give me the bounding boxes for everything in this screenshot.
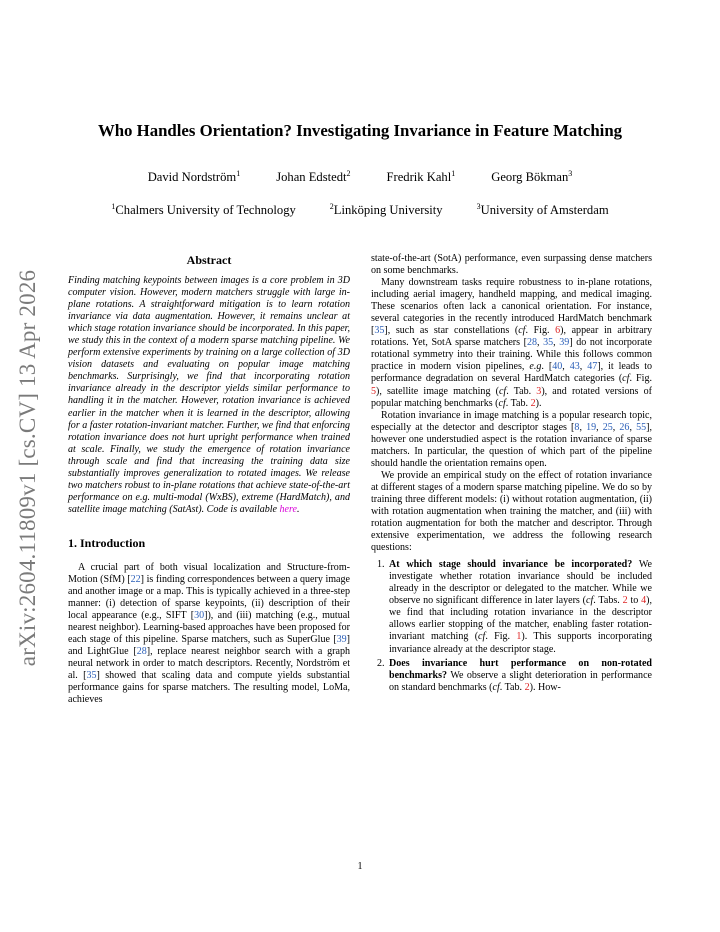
intro-paragraph: Rotation invariance in image matching is a popular research topic, especially at the detector and descriptor stages [8, 19, 25, 26, 55], however one understudied aspect is the rotation invariance of sparse matchers. In particular, the question of which part of the pipeline should handle the orientation remains open. [371,409,652,469]
affiliation-list [0,203,720,218]
abstract-heading: Abstract [186,253,232,267]
author: Johan Edstedt$^2$ [276,168,351,184]
affiliation: $^1$Chalmers University of Technology [111,201,296,217]
right-column [371,253,652,696]
affiliation: $^2$Linköping University [329,201,443,217]
abstract-text: Finding matching keypoints between images is a core problem in 3D computer vision. However, modern matchers struggle with large in-plane rotations. A straightforward mitigation is to learn rotation invariance via data augmentation. However, it remains unclear at which stage rotation invariance should be incorporated. In this paper, we study this in the context of a modern sparse matching pipeline. We perform extensive experiments by training on a large collection of 3D vision datasets and evaluating on popular image matching benchmarks. Surprisingly, we find that incorporating rotation invariance already in the descriptor yields similar performance to handling it in the matcher. However, rotation invariance is achieved earlier in the matcher when it is learned in the descriptor, allowing for a faster rotation-invariant matcher. Further, we find that enforcing rotation invariance does not hurt upright performance when trained at scale. Finally, we study the emergence of rotation invariance through scale and find that increasing the training data size substantially improves generalization to rotated images. We release two matchers robust to in-plane rotations that achieve state-of-the-art performance on e.g. multi-modal (WxBS), extreme (HardMatch), and satellite image matching (SatAst). Code is available here. [68,275,350,515]
affiliation: $^3$University of Amsterdam [476,201,609,217]
intro-paragraph: Many downstream tasks require robustness to in-plane rotations, including aerial imagery, handheld mapping, and medical imaging. These scenarios often lack a canonical orientation. For instance, several categories in the recently introduced HardMatch benchmark [35], such as star constellations (cf. Fig. 6), appear in arbitrary rotations. Yet, SotA sparse matchers [28, 35, 39] do not incorporate rotational symmetry into their training. While this follows common practice in modern vision pipelines, e.g. [40, 43, 47], it leads to performance degradation on several HardMatch categories (cf. Fig. 5), satellite image matching (cf. Tab. 3), and rotated versions of popular matching benchmarks (cf. Tab. 2). [371,277,653,409]
author: Fredrik Kahl$^1$ [386,168,456,184]
page-number: 1 [357,861,363,872]
left-column [68,253,350,707]
author: David Nordström$^1$ [147,168,241,184]
code-link[interactable]: here [279,503,297,515]
research-questions [371,559,652,694]
intro-paragraph: We provide an empirical study on the effect of rotation invariance at different stages of a modern sparse matching pipeline. We do so by training three different models: (i) without rotation augmentation, (ii) with rotation augmentation when training the matcher, and (iii) with rotation augmentation for both the matcher and descriptor. Through extensive experimentation, we address the following research questions: [371,469,652,554]
author: Georg Bökman$^3$ [491,168,573,184]
introduction-heading: 1. Introduction [68,535,146,550]
intro-paragraph: A crucial part of both visual localization and Structure-from-Motion (SfM) [22] is finding correspondences between a query image and another image or a map. This is typically achieved in a three-step manner: (i) detection of sparse keypoints, (ii) description of their local appearance (e.g., SIFT [30]), and (iii) matching (e.g., mutual nearest neighbor). Learning-based approaches have been proposed for each stage of this pipeline. Sparse matchers, such as SuperGlue [39] and LightGlue [28], replace nearest neighbor search with a graph neural network in order to match descriptors. Recently, Nordström et al. [35] showed that scaling data and compute yields substantial performance gains for sparse matchers. The resulting model, LoMa, achieves [68,561,351,706]
list-item: 1. At which stage should invariance be incorporated? We investigate whether rotation invariance should be included already in the descriptor or delegated to the matcher. While we observe no significant difference in later layers (cf. Tabs. 2 to 4), we find that including rotation invariance in the descriptor allows earlier stopping of the matcher, enabling faster rotation-invariant matching (cf. Fig. 1). This supports incorporating invariance already at the descriptor stage. [387,559,652,655]
intro-paragraph: state-of-the-art (SotA) performance, even surpassing dense matchers on some benchmarks. [371,253,652,277]
paper-title: Who Handles Orientation? Investigating Invariance in Feature Matching [97,121,623,140]
arxiv-identifier-text: arXiv:2604.11809v1 [cs.CV] 13 Apr 2026 [15,269,40,667]
author-list [0,170,720,185]
list-item: 2. Does invariance hurt performance on non-rotated benchmarks? We observe a slight deterioration in performance on standard benchmarks (cf. Tab. 2). How- [387,658,652,694]
arxiv-identifier [8,258,48,678]
